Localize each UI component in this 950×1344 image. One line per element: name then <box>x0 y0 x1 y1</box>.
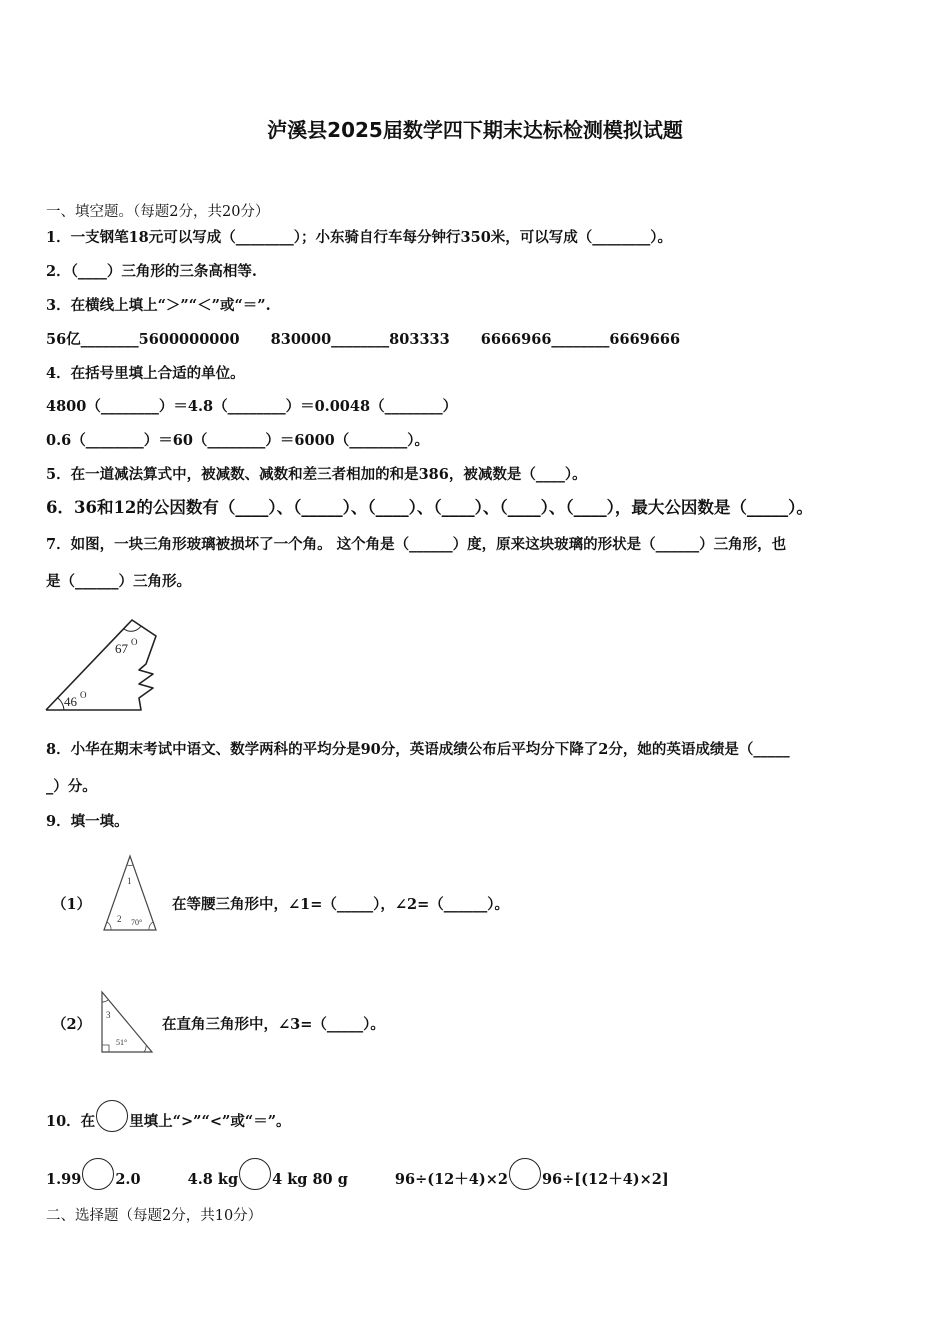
page-title: 泸溪县2025届数学四下期末达标检测模拟试题 <box>267 118 683 142</box>
q9-part1-label: （1） <box>52 896 92 913</box>
q10-item3-right: 96÷[(12＋4)×2] <box>541 1171 669 1188</box>
question-4-line-2: 0.6（________）＝60（________）＝6000（________）。 <box>46 432 430 449</box>
question-4: 4．在括号里填上合适的单位。 <box>46 365 245 382</box>
question-4-line-1: 4800（________）＝4.8（________）＝0.0048（________） <box>46 398 458 415</box>
question-3-items <box>46 330 680 350</box>
answer-circle-1[interactable] <box>82 1158 114 1190</box>
section2-heading: 二、选择题（每题2分，共10分） <box>46 1208 263 1224</box>
angle-3-label: 3 <box>106 1010 111 1020</box>
answer-circle-2[interactable] <box>239 1158 271 1190</box>
q3-item-2: 830000________803333 <box>270 331 450 348</box>
question-3: 3．在横线上填上“＞”“＜”或“＝”. <box>46 297 271 314</box>
question-9: 9．填一填。 <box>46 813 129 830</box>
answer-circle[interactable] <box>96 1100 128 1132</box>
question-2: 2．（____）三角形的三条高相等. <box>46 263 257 280</box>
answer-circle-3[interactable] <box>509 1158 541 1190</box>
q3-item-3: 6666966________6669666 <box>480 331 681 348</box>
q10-item1-right: 2.0 <box>115 1171 141 1188</box>
q10-item2-left: 4.8 kg <box>187 1171 239 1188</box>
question-7-line-2: 是（______）三角形。 <box>46 573 191 590</box>
q9-part2-label: （2） <box>52 1016 92 1033</box>
q10-item1-left: 1.99 <box>46 1171 82 1188</box>
q9-part2-text: 在直角三角形中，∠3=（_____）。 <box>162 1016 385 1033</box>
isosceles-triangle-figure <box>100 852 160 934</box>
angle-70-label: 70° <box>131 918 143 927</box>
triangle-outline <box>46 620 156 710</box>
angle-51-label: 51° <box>116 1038 128 1047</box>
degree-mark-top: O <box>131 637 138 647</box>
q10-item2-right: 4 kg 80 g <box>272 1171 348 1188</box>
question-10 <box>46 1100 291 1132</box>
angle-46-label: 46 <box>64 694 77 709</box>
q10-item3-left: 96÷(12＋4)×2 <box>394 1171 508 1188</box>
question-8-line-2: _）分。 <box>46 778 97 795</box>
question-10-items <box>46 1158 669 1190</box>
isosceles-triangle <box>104 856 156 930</box>
broken-triangle-figure <box>42 612 162 716</box>
q10-post: 里填上“>”“<”或“＝”。 <box>129 1113 291 1130</box>
q10-pre: 10．在 <box>46 1113 96 1130</box>
q9-part1-text: 在等腰三角形中，∠1=（_____），∠2=（______）。 <box>172 896 510 913</box>
question-6: 6．36和12的公因数有（____）、（_____）、（____）、（____）、（____）、（____），最大公因数是（_____）。 <box>46 498 813 517</box>
angle-2-label: 2 <box>117 914 122 924</box>
question-1: 1．一支钢笔18元可以写成（________）；小东骑自行车每分钟行350米，可以写成（________）。 <box>46 229 673 246</box>
question-8-line-1: 8．小华在期末考试中语文、数学两科的平均分是90分，英语成绩公布后平均分下降了2分，她的英语成绩是（_____ <box>46 741 790 758</box>
q3-item-1: 56亿________5600000000 <box>46 331 240 348</box>
section1-heading: 一、填空题。（每题2分，共20分） <box>46 204 270 220</box>
degree-mark-left: O <box>80 690 87 700</box>
right-triangle-figure <box>98 990 156 1056</box>
question-7-line-1: 7．如图，一块三角形玻璃被损坏了一个角。 这个角是（______）度，原来这块玻璃的形状是（______）三角形，也 <box>46 536 787 553</box>
question-5: 5．在一道减法算式中，被减数、减数和差三者相加的和是386，被减数是（____）。 <box>46 466 587 483</box>
angle-67-label: 67 <box>115 641 128 656</box>
angle-1-label: 1 <box>127 876 132 886</box>
